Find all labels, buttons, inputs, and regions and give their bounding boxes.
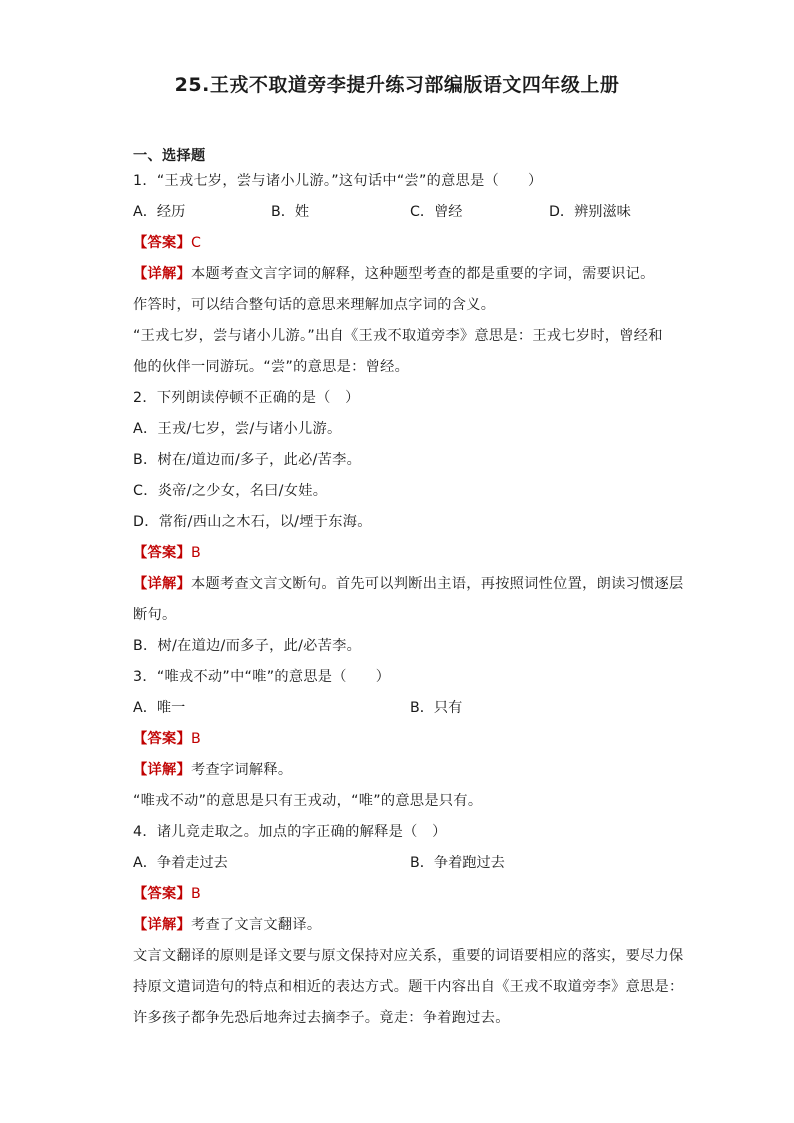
q2-detail-text: 本题考查文言文断句。首先可以判断出主语，再按照词性位置，朗读习惯逐层 xyxy=(190,576,684,592)
q2-option-b: B．树在/道边而/多子，此必/苦李。 xyxy=(133,452,362,468)
q4-option-b: B．争着跑过去 xyxy=(410,855,505,871)
answer-tag: 【答案】 xyxy=(133,731,191,747)
q4-detail-text: 考查了文言文翻译。 xyxy=(190,917,322,933)
q4-detail-line-4: 许多孩子都争先恐后地奔过去摘李子。竟走：争着跑过去。 xyxy=(133,1010,510,1026)
q3-detail-text: 考查字词解释。 xyxy=(190,762,293,778)
q1-option-a: A．经历 xyxy=(133,204,186,220)
document-title: 25.王戎不取道旁李提升练习部编版语文四年级上册 xyxy=(174,74,620,96)
q3-answer: B xyxy=(190,731,201,747)
detail-tag: 【详解】 xyxy=(133,266,191,282)
q1-detail-line-1 xyxy=(133,264,655,284)
q2-option-c: C．炎帝/之少女，名曰/女娃。 xyxy=(133,483,328,499)
q2-option-d: D．常衔/西山之木石，以/堙于东海。 xyxy=(133,514,372,530)
detail-tag: 【详解】 xyxy=(133,917,191,933)
q4-detail-line-1 xyxy=(133,915,321,935)
question-3-stem: 3．“唯戎不动”中“唯”的意思是（ ） xyxy=(133,669,391,685)
q1-detail-line-4: 他的伙伴一同游玩。“尝”的意思是：曾经。 xyxy=(133,359,410,375)
q2-option-a: A．王戎/七岁，尝/与诸小儿游。 xyxy=(133,421,342,437)
answer-tag: 【答案】 xyxy=(133,235,191,251)
q3-option-b: B．只有 xyxy=(410,700,463,716)
q3-answer-line xyxy=(133,729,201,749)
q1-detail-text: 本题考查文言字词的解释，这种题型考查的都是重要的字词，需要识记。 xyxy=(190,266,655,282)
section-heading: 一、选择题 xyxy=(133,148,206,164)
question-4-stem: 4．诸儿竞走取之。加点的字正确的解释是（ ） xyxy=(133,824,447,840)
q2-detail-line-2: 断句。 xyxy=(133,607,177,623)
q2-answer: B xyxy=(190,545,201,561)
q4-detail-line-3: 持原文遣词造句的特点和相近的表达方式。题干内容出自《王戎不取道旁李》意思是： xyxy=(133,979,684,995)
q3-detail-line-1 xyxy=(133,760,292,780)
q4-option-a: A．争着走过去 xyxy=(133,855,228,871)
q4-answer-line xyxy=(133,884,201,904)
q1-answer: C xyxy=(190,235,202,251)
question-2-stem: 2．下列朗读停顿不正确的是（ ） xyxy=(133,390,360,406)
q1-detail-line-3: “王戎七岁，尝与诸小儿游。”出自《王戎不取道旁李》意思是：王戎七岁时，曾经和 xyxy=(133,328,663,344)
q1-option-d: D．辨别滋味 xyxy=(549,204,631,220)
q1-answer-line xyxy=(133,233,201,253)
q2-detail-line-1 xyxy=(133,574,684,594)
q4-answer: B xyxy=(190,886,201,902)
q2-detail-line-3: B．树/在道边/而多子，此/必苦李。 xyxy=(133,638,362,654)
question-1-stem: 1．“王戎七岁，尝与诸小儿游。”这句话中“尝”的意思是（ ） xyxy=(133,173,543,189)
answer-tag: 【答案】 xyxy=(133,886,191,902)
q1-detail-line-2: 作答时，可以结合整句话的意思来理解加点字词的含义。 xyxy=(133,297,496,313)
q4-detail-line-2: 文言文翻译的原则是译文要与原文保持对应关系，重要的词语要相应的落实，要尽力保 xyxy=(133,948,684,964)
q1-option-c: C．曾经 xyxy=(410,204,463,220)
answer-tag: 【答案】 xyxy=(133,545,191,561)
q3-option-a: A．唯一 xyxy=(133,700,186,716)
q1-option-b: B．姓 xyxy=(271,204,310,220)
q3-detail-line-2: “唯戎不动”的意思是只有王戎动，“唯”的意思是只有。 xyxy=(133,793,483,809)
q2-answer-line xyxy=(133,543,201,563)
detail-tag: 【详解】 xyxy=(133,762,191,778)
detail-tag: 【详解】 xyxy=(133,576,191,592)
